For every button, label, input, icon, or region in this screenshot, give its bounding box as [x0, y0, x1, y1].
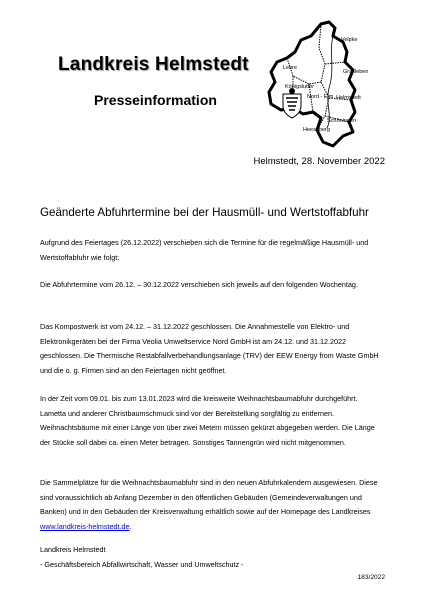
homepage-link[interactable]: www.landkreis-helmstedt.de — [40, 522, 130, 532]
map-label-heeseberg: Heeseberg — [303, 127, 330, 133]
date-line: Helmstedt, 28. November 2022 — [253, 156, 385, 167]
map-label-velpke: Velpke — [341, 37, 358, 43]
paragraph-tree-collection: In der Zeit vom 09.01. bis zum 13.01.2023 wird die kreisweite Weihnachtsbaumabfuhr durchgeführt. Lametta und anderer Christbaumschmuck sind vor der Bereitstellung sorgfältig zu entfernen. Weihnachtsbäume mit einer Länge von über zwei Metern müssen gekürzt abgegeben werden. Die Länge der Stücke soll dabei ca. einen Meter betragen. Sonstiges Tannengrün wird nicht mitgenommen. — [40, 394, 375, 448]
headline: Geänderte Abfuhrtermine bei der Hausmüll- und Wertstoffabfuhr — [40, 206, 369, 219]
paragraph-collection-points-text: Die Sammelplätze für die Weihnachtsbaumabfuhr sind in den neuen Abfuhrkalendern ausgewiesen. Diese sind voraussichtlich ab Anfang Dezember in den öffentlichen Gebäuden (Gemeindeverwaltungen und Banken) und in den Gebäuden der Kreisverwaltung erhältlich sowie auf der Homepage des Landkreises — [40, 478, 378, 517]
map-label-nord-elm: Nord - Elm — [307, 94, 334, 100]
map-label-lehre: Lehre — [283, 65, 298, 71]
paragraph-schedule-shift: Die Abfuhrtermine vom 26.12. – 30.12.2022 verschieben sich jeweils auf den folgenden Wochentag. — [40, 280, 358, 289]
map-label-koenigslutter: Königslutter — [285, 84, 315, 90]
press-info-heading: Presseinformation — [94, 92, 217, 108]
paragraph-collection-points — [40, 476, 385, 535]
paragraph-holiday-notice: Aufgrund des Feiertages (26.12.2022) verschieben sich die Termine für die regelmäßige Hausmüll- und Wertstoffabfuhr wie folgt: — [40, 238, 369, 262]
signature-org: Landkreis Helmstedt — [40, 545, 106, 554]
reference-number: 183/2022 — [357, 574, 385, 581]
paragraph-closures: Das Kompostwerk ist vom 24.12. – 31.12.2022 geschlossen. Die Annahmestelle von Elektro- und Elektronikgeräten bei der Firma Veolia Umweltservice Nord GmbH ist am 24.12. und 31.12.2022 geschlossen. Die Thermische Restabfallverbehandlungsanlage (TRV) der EEW Energy from Waste GmbH und die o. g. Firmen sind an den Feiertagen nicht geöffnet. — [40, 322, 379, 376]
signature-department: - Geschäftsbereich Abfallwirtschaft, Wasser und Umweltschutz - — [40, 560, 244, 569]
org-title: Landkreis Helmstedt — [58, 54, 249, 75]
district-map — [263, 18, 383, 153]
map-label-schoeningen: Schöningen — [327, 118, 357, 124]
paragraph-end-punct: . — [129, 522, 132, 532]
map-label-helmstedt: Helmstedt — [336, 95, 361, 101]
map-label-grasleben: Grasleben — [343, 69, 369, 75]
